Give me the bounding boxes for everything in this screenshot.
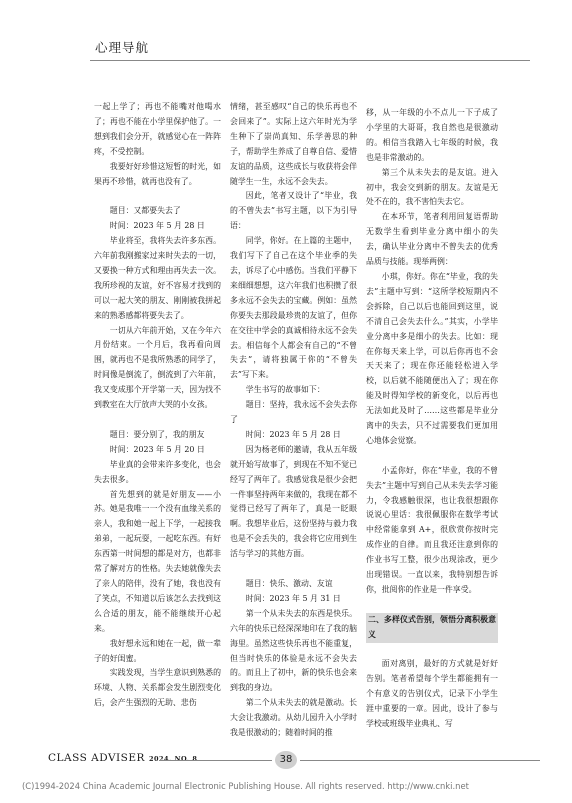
paragraph: 时间：2023 年 5 月 20 日 [109, 444, 205, 454]
paragraph: 一切从六年前开始，又在今年六月份结束。一个月后，我再看向周围，就再也不是我所熟悉的同学了，时间像是倒流了，倒流到了六年前，我又变成那个开学第一天，因为找不到教室在大厅放声大哭的小女孩。 [94, 325, 221, 410]
paragraph: 实践发现，当学生意识到熟悉的环境、人物、关系都会发生剧烈变化后，会产生强烈的无助、悲伤 [94, 668, 221, 708]
text-column-2 [230, 100, 357, 741]
text-column-1 [94, 100, 221, 711]
paragraph: 毕业将至，我将失去许多东西。六年前我刚搬家过来时失去的一切，又要换一种方式和理由再失去一次。我所珍视的友谊，好不容易才找到的可以一起大笑的朋友、刚刚被我拼起来的熟悉感都将要失去了。 [94, 236, 221, 320]
magazine-name: CLASS ADVISER [48, 752, 145, 764]
paragraph: 时间：2023 年 5 月 31 日 [245, 593, 341, 603]
paragraph: 学生书写的故事如下： [245, 385, 325, 395]
footer-divider-right [300, 760, 540, 761]
paragraph: 时间：2023 年 5 月 28 日 [245, 429, 341, 439]
paragraph: 题目：又都要失去了 [109, 206, 181, 216]
paragraph: 情绪，甚至感叹“自己的快乐再也不会回来了”。实际上这六年时光为学生种下了崇尚真知、乐学善思的种子，帮助学生养成了自尊自信、爱惜友谊的品质，这些成长与收获将会伴随学生一生，永远不会失去。 [230, 102, 357, 186]
paragraph: 同学，你好。在上篇的主题中，我们写下了自己在这个毕业季的失去，诉尽了心中感伤。当我们平静下来细细想想，这六年我们也积攒了很多永远不会失去的宝藏。例如：虽然你要失去那段最珍贵的友谊了，但你在交往中学会的真诚相待永远不会失去。相信每个人都会有自己的“不曾失去”，请将独属于你的“不曾失去”写下来。 [230, 236, 357, 380]
issue-number: 2024. NO. 8 [148, 755, 198, 763]
footer-magazine [48, 752, 197, 764]
paragraph: 第一个从未失去的东西是快乐。六年的快乐已经深深地印在了我的脑海里。虽然这些快乐再也不能重复，但当时快乐的体验是永远不会失去的。而且上了初中，新的快乐也会来到我的身边。 [230, 608, 357, 693]
paragraph: 第三个从未失去的是友谊。进入初中，我会交到新的朋友。友谊是无处不在的，我不害怕失去它。 [366, 167, 498, 207]
paragraph: 因为杨老师的邀请，我从五年级就开始写故事了，到现在不知不觉已经写了两年了。我感觉我是很少会把一件事坚持两年来做的，我现在都不觉得已经写了两年了，真是一眨眼啊。我想毕业后，这份坚持与毅力我也是不会丢失的，我会将它应用到生活与学习的其他方面。 [230, 444, 357, 559]
section-header-title: 心理导航 [95, 40, 150, 55]
paragraph: 题目：坚持，我永远不会失去你了 [230, 400, 357, 425]
paragraph: 题目：要分别了，我的朋友 [109, 429, 205, 439]
page-number: 38 [275, 751, 297, 769]
paragraph: 小孟你好，你在“毕业，我的不曾失去”主题中写到自己从未失去学习能力，令我感触很深，也让我很想跟你说说心里话：我很佩服你在数学考试中经常能拿到 A+，很欣赏你按时完成作业的自律。而且我还注意到你的作业书写工整，很少出现涂改，更少出现错误。一直以来，我特别想告诉你，批阅你的作业是一件享受。 [366, 465, 498, 594]
paragraph: 小琪，你好。你在“毕业，我的失去”主题中写到：“这所学校短期内不会拆除，自己以后也能回到这里，说不清自己会失去什么。”其实，小学毕业分离中多是细小的失去。比如：现在你每天来上学，可以后你再也不会天天来了；现在你还能轻松进入学校，以后就不能随便出入了；现在你能及时得知学校的新变化，以后再也无法如此及时了……这些都是毕业分离中的失去，只不过需要我们更加用心地体会觉察。 [366, 271, 498, 445]
paragraph: 时间：2023 年 5 月 28 日 [109, 221, 205, 231]
paragraph: 毕业真的会带来许多变化，也会失去很多。 [94, 459, 221, 484]
paragraph: 移，从一年级的小不点儿一下子成了小学里的大哥哥，我自然也是很激动的。相信当我踏入七年级的时候，我也是非常激动的。 [366, 108, 498, 162]
paragraph: 因此，笔者又设计了“毕业，我的不曾失去”书写主题，以下为引导语： [230, 191, 357, 231]
paragraph: 我好想永远和她在一起，做一辈子的好闺蜜。 [94, 638, 221, 663]
paragraph: 第二个从未失去的就是激动。长大会让我激动。从幼儿园升入小学时我是很激动的；随着时间的推 [230, 698, 357, 738]
paragraph: 在本环节，笔者利用回复语帮助无数学生看到毕业分离中细小的失去，确认毕业分离中不曾失去的优秀品质与技能。现举两例： [366, 212, 498, 267]
header-divider [90, 60, 530, 61]
section-heading: 二、多样仪式告别，领悟分离积极意义 [366, 613, 498, 643]
paragraph: 题目：快乐、激动、友谊 [245, 578, 333, 588]
paragraph: 一起上学了；再也不能嘴对他喝水了；再也不能在小学里保护他了。一想到我们会分开，就感觉心在一阵阵疼，不受控制。 [94, 102, 221, 156]
text-column-3 [366, 106, 498, 732]
copyright-notice: (C)1994-2024 China Academic Journal Electronic Publishing House. All rights reserved. http://www.cnki.net [22, 781, 469, 791]
paragraph: 面对离别，最好的方式就是好好告别。笔者希望每个学生都能拥有一个有意义的告别仪式，记录下小学生涯中重要的一章。因此，设计了参与学校或班级毕业典礼、写 [366, 659, 498, 729]
paragraph: 首先想到的就是好朋友——小苏。她是我唯一一个没有血缘关系的亲人，我和她一起上下学，一起接我弟弟，一起玩耍，一起吃东西。有好东西第一时间想的都是对方，也都非常了解对方的性格。失去她就像失去了亲人的陪伴，没有了她，我也没有了笑点，不知道以后该怎么去找到这么合适的朋友，能不能继续开心起来。 [94, 489, 221, 633]
paragraph: 我要好好珍惜这短暂的时光，如果再不珍惜，就再也没有了。 [94, 161, 221, 186]
footer-divider-left [160, 760, 272, 761]
